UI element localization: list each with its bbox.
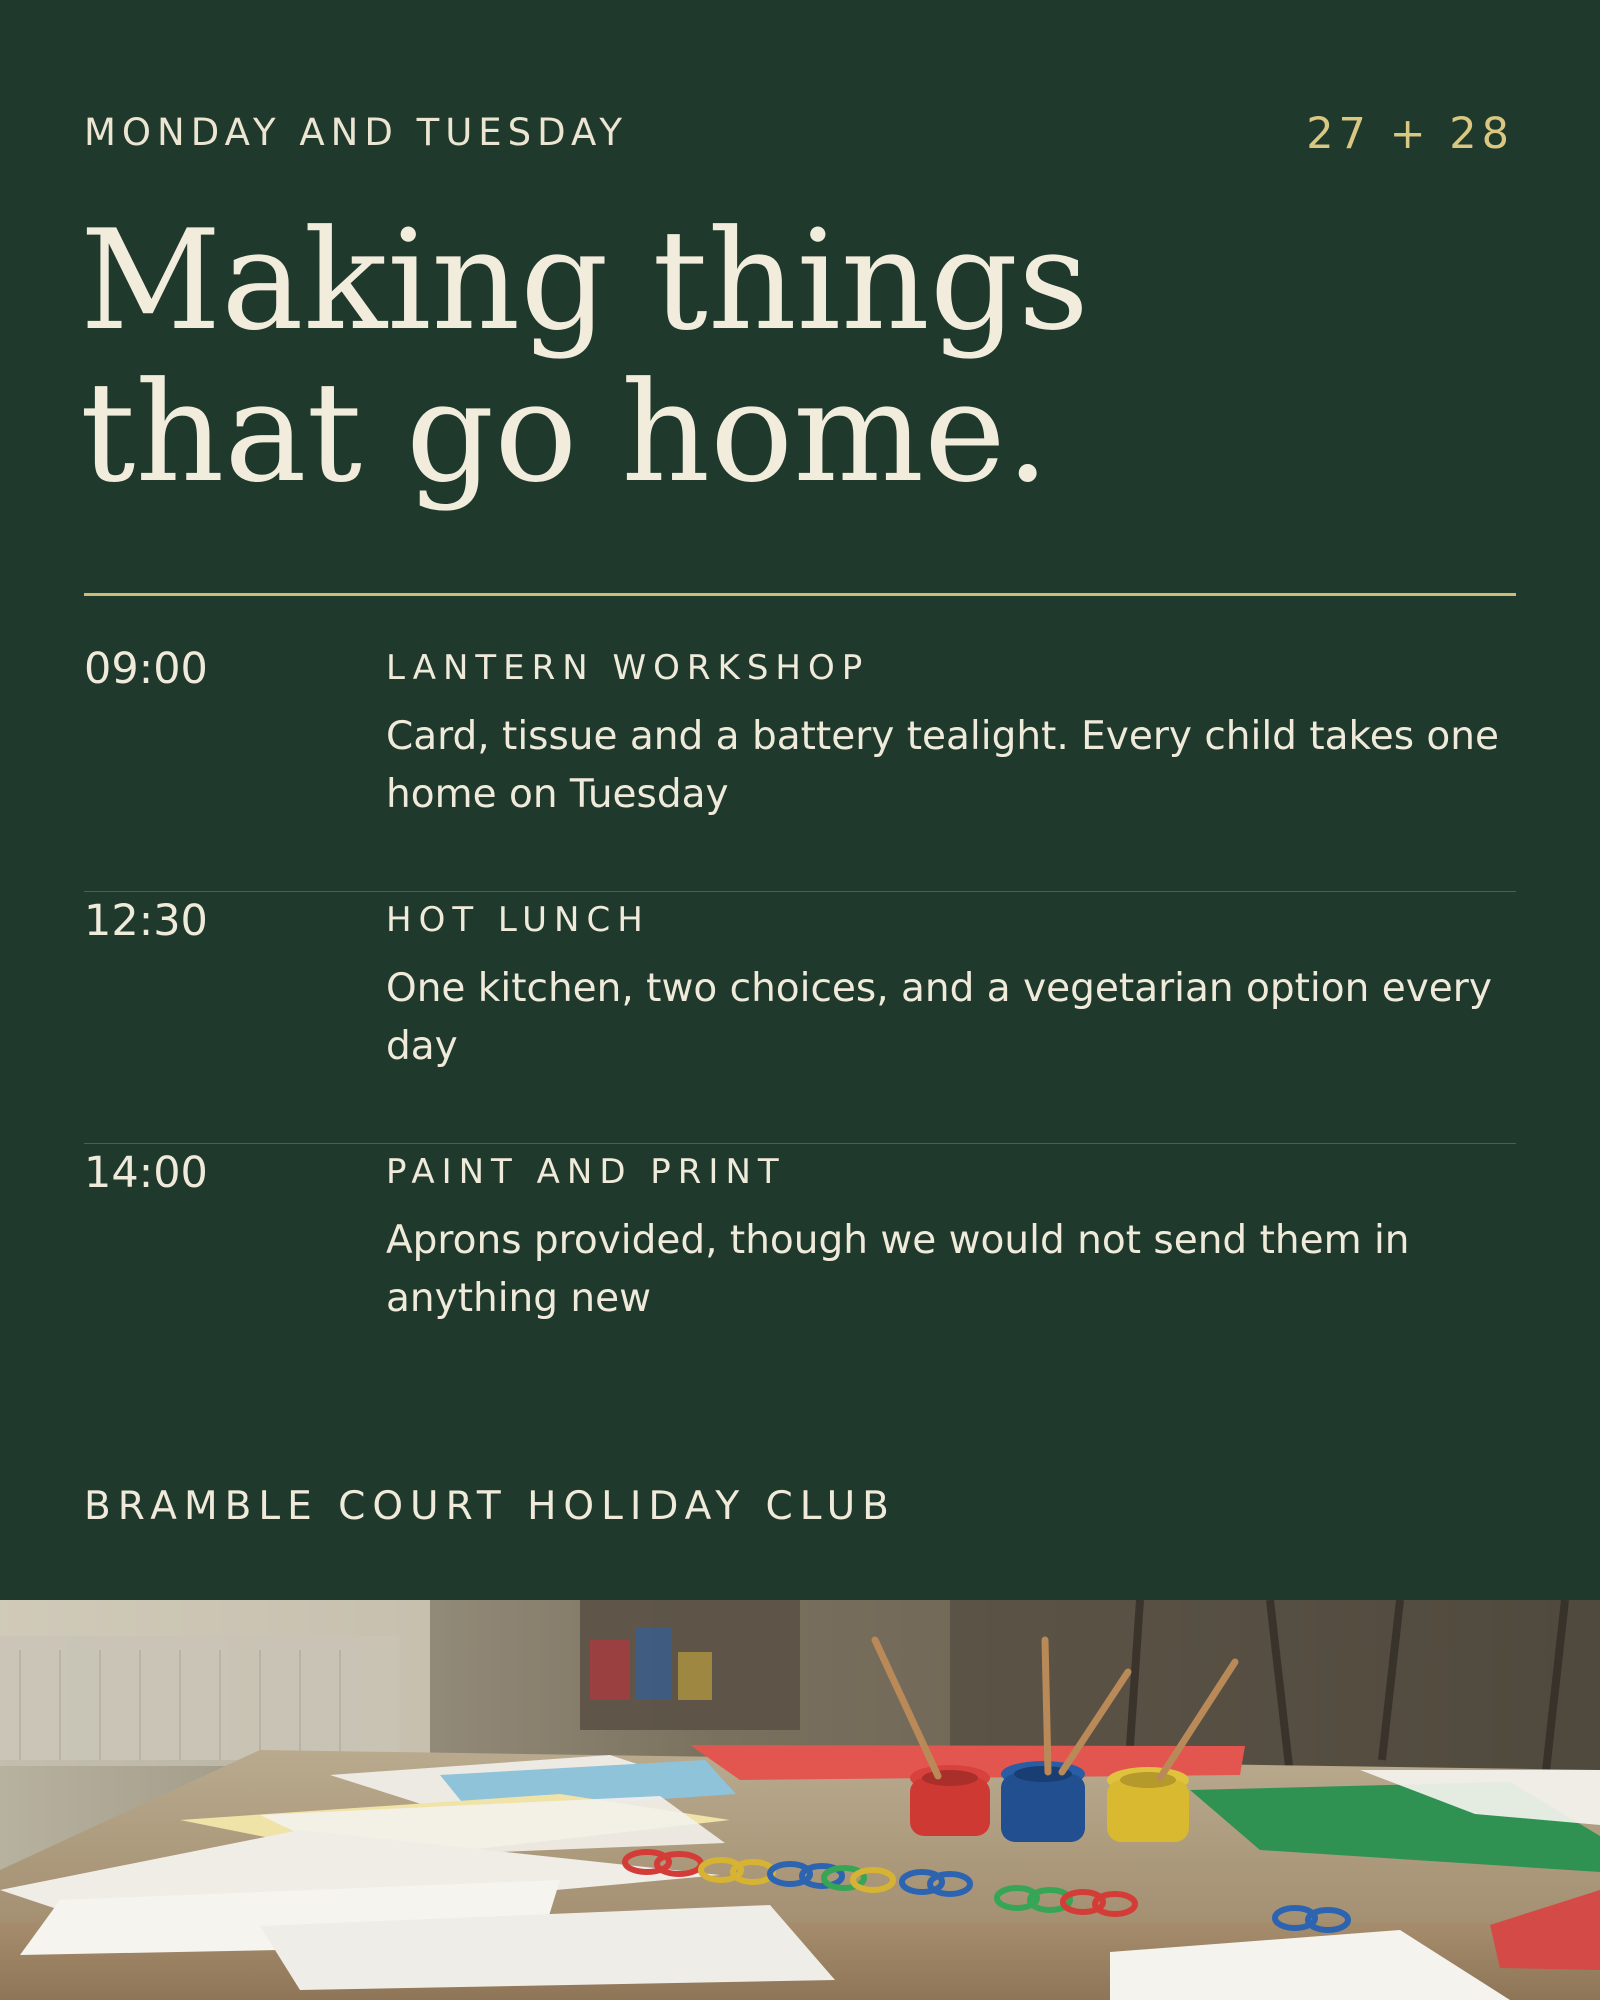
schedule-description: Card, tissue and a battery tealight. Every child takes one home on Tuesday: [386, 714, 1500, 817]
schedule-description: One kitchen, two choices, and a vegetarian option every day: [386, 966, 1492, 1069]
schedule-list: [84, 640, 1516, 1395]
schedule-item-lantern-workshop: [84, 640, 1516, 892]
schedule-time: 12:30: [84, 896, 208, 946]
schedule-title: LANTERN WORKSHOP: [386, 648, 870, 688]
schedule-time: 14:00: [84, 1148, 208, 1198]
schedule-time: 09:00: [84, 644, 208, 694]
craft-table-illustration: [0, 1600, 1600, 2000]
shelf-box-red: [590, 1640, 630, 1700]
shelf-box-yellow: [678, 1652, 712, 1700]
schedule-item-hot-lunch: [84, 892, 1516, 1144]
headline-divider: [84, 593, 1516, 596]
dates-label: 27 + 28: [1306, 109, 1514, 159]
schedule-description: Aprons provided, though we would not send them in anything new: [386, 1218, 1410, 1321]
club-name: BRAMBLE COURT HOLIDAY CLUB: [84, 1484, 896, 1529]
shelf-box-blue: [636, 1628, 672, 1700]
days-label: MONDAY AND TUESDAY: [84, 111, 629, 154]
schedule-title: PAINT AND PRINT: [386, 1152, 786, 1192]
schedule-title: HOT LUNCH: [386, 900, 650, 940]
page-title: Making things that go home.: [80, 200, 1089, 513]
schedule-item-paint-and-print: [84, 1144, 1516, 1395]
craft-table-photo: [0, 1600, 1600, 2000]
